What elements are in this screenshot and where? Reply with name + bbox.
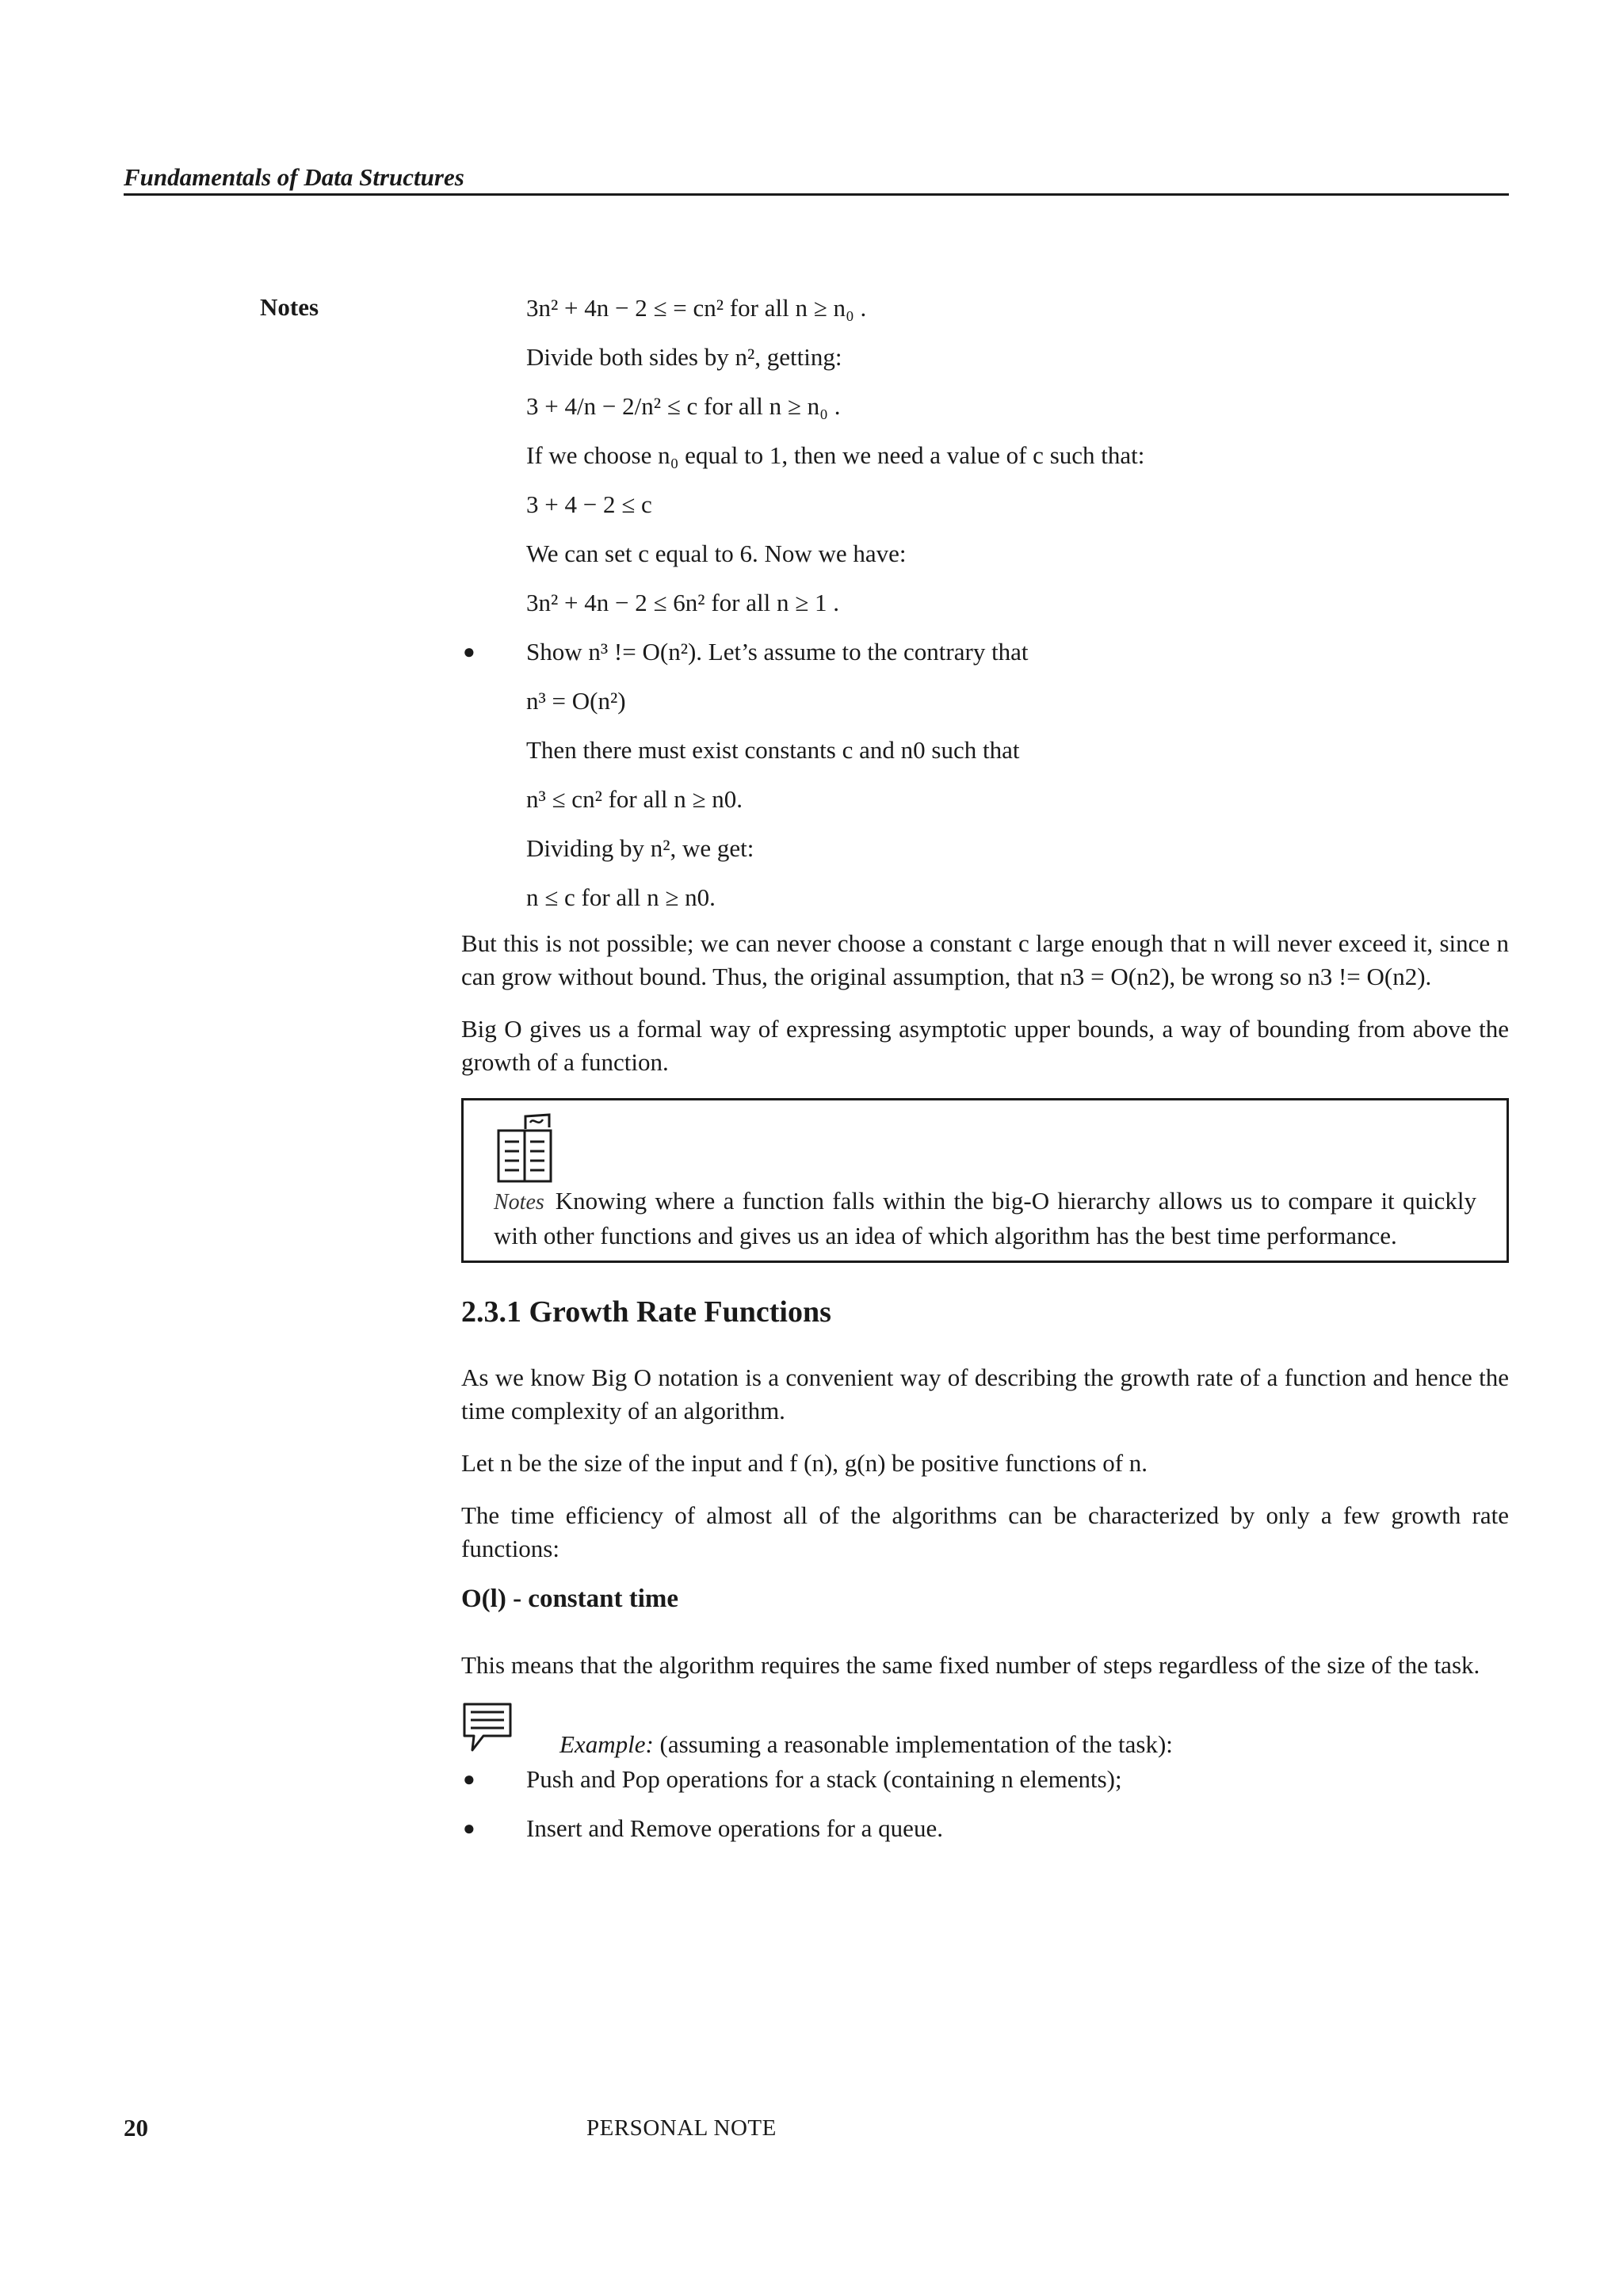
proof1-line6: We can set c equal to 6. Now we have: <box>526 540 907 567</box>
notes-callout-text <box>494 1184 1476 1253</box>
bullet-icon: ● <box>463 1768 475 1791</box>
example-speech-icon <box>461 1701 514 1753</box>
notes-book-icon <box>494 1112 560 1184</box>
example-bullet-item <box>461 1764 1509 1814</box>
example-description: (assuming a reasonable implementation of the task): <box>659 1730 1173 1758</box>
main-content <box>461 293 1509 1863</box>
bullet-icon: ● <box>463 640 475 663</box>
constant-time-paragraph: This means that the algorithm requires the same fixed number of steps regardless of the size of the task. <box>461 1651 1480 1679</box>
example-bullet-1: Push and Pop operations for a stack (containing n elements); <box>526 1765 1122 1793</box>
proof2-line6: n ≤ c for all n ≥ n0. <box>526 883 716 911</box>
bullet-icon: ● <box>463 1817 475 1840</box>
margin-notes-label: Notes <box>260 293 319 321</box>
section-paragraph-3: The time efficiency of almost all of the algorithms can be characterized by only a few growth rate functions: <box>461 1501 1509 1562</box>
example-bullet-2: Insert and Remove operations for a queue. <box>526 1814 943 1842</box>
notes-tag: Notes <box>494 1190 544 1215</box>
section-paragraph-1: As we know Big O notation is a convenient way of describing the growth rate of a function and hence the time complexity of an algorithm. <box>461 1363 1509 1425</box>
proof2-line5: Dividing by n², we get: <box>526 834 754 862</box>
proof1-line4: If we choose n₀ equal to 1, then we need a value of c such that: <box>526 441 1145 469</box>
proof2-line4: n³ ≤ cn² for all n ≥ n0. <box>526 785 743 813</box>
proof1-line7: 3n² + 4n − 2 ≤ 6n² for all n ≥ 1 . <box>526 589 839 616</box>
example-bullet-item <box>461 1814 1509 1863</box>
example-row <box>461 1701 1509 1764</box>
proof1-line2: Divide both sides by n², getting: <box>526 343 842 371</box>
running-header-title: Fundamentals of Data Structures <box>124 163 464 191</box>
proof1-line1: 3n² + 4n − 2 ≤ = cn² for all n ≥ n₀ . <box>526 294 867 322</box>
example-text <box>559 1730 1173 1760</box>
proof2-line1: Show n³ != O(n²). Let’s assume to the contrary that <box>526 638 1029 666</box>
section-heading: 2.3.1 Growth Rate Functions <box>461 1295 831 1329</box>
proof1-line3: 3 + 4/n − 2/n² ≤ c for all n ≥ n₀ . <box>526 392 841 420</box>
contradiction-paragraph: But this is not possible; we can never choose a constant c large enough that n will never exceed it, since n can grow without bound. Thus, the original assumption, that n3 = O(n2), be wrong so n3 != O(n2). <box>461 929 1509 990</box>
constant-time-heading: O(l) - constant time <box>461 1585 679 1613</box>
header-rule <box>124 193 1509 196</box>
proof2-bullet-item <box>461 637 1509 686</box>
big-o-paragraph: Big O gives us a formal way of expressing asymptotic upper bounds, a way of bounding from above the growth of a function. <box>461 1015 1509 1076</box>
notes-callout-box <box>461 1098 1509 1263</box>
section-paragraph-2: Let n be the size of the input and f (n), g(n) be positive functions of n. <box>461 1449 1148 1477</box>
notes-body: Knowing where a function falls within the big-O hierarchy allows us to compare it quickly with other functions and gives us an idea of which algorithm has the best time performance. <box>494 1187 1476 1249</box>
proof2-line2: n³ = O(n²) <box>526 687 626 715</box>
proof1-line5: 3 + 4 − 2 ≤ c <box>526 490 652 518</box>
example-label: Example: <box>559 1730 654 1758</box>
footer-note: PERSONAL NOTE <box>586 2115 777 2141</box>
proof2-line3: Then there must exist constants c and n0 such that <box>526 736 1020 764</box>
page-number: 20 <box>124 2114 148 2142</box>
